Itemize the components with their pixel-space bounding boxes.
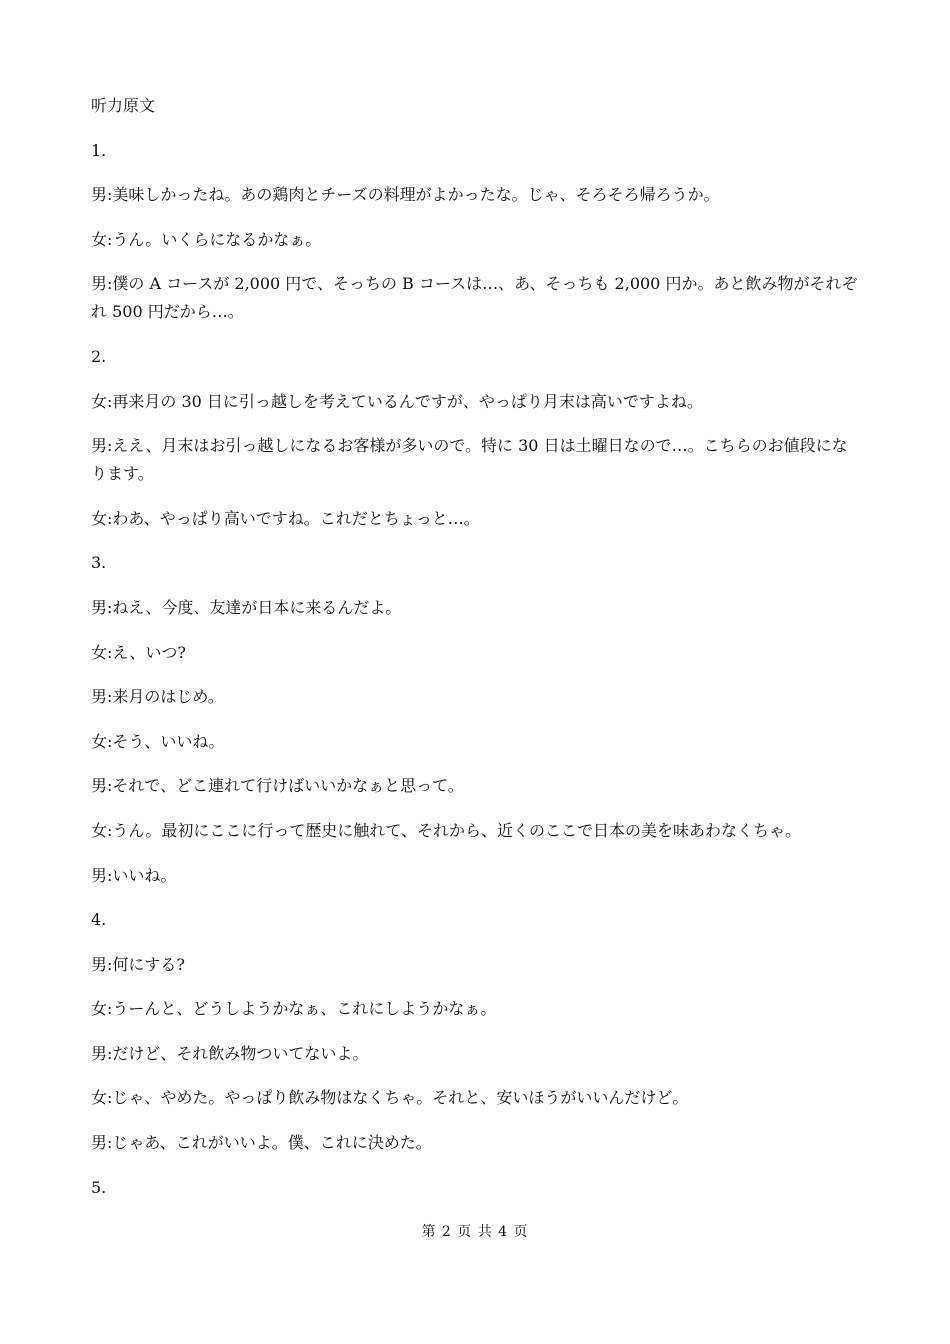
dialogue-line: 男:だけど、それ飲み物ついてないよ。 (91, 1043, 369, 1063)
dialogue-line: 女:そう、いいね。 (91, 731, 225, 751)
dialogue-line: 男:ねえ、今度、友達が日本に来るんだよ。 (91, 597, 402, 617)
dialogue-line: 女:うん。最初にここに行って歴史に触れて、それから、近くのここで日本の美を味あわなくちゃ。 (91, 820, 802, 840)
section-number-4: 4. (91, 910, 107, 930)
dialogue-line: 男:美味しかったね。あの鶏肉とチーズの料理がよかったな。じゃ、そろそろ帰ろうか。 (91, 185, 720, 205)
dialogue-line: 女:再来月の 30 日に引っ越しを考えているんですが、やっぱり月末は高いですよね。 (91, 391, 703, 411)
dialogue-line: 男:何にする? (91, 954, 185, 974)
dialogue-line: 男:じゃあ、これがいいよ。僕、これに決めた。 (91, 1133, 432, 1153)
page-footer: 第 2 页 共 4 页 (421, 1224, 529, 1240)
dialogue-line: 男:いいね。 (91, 865, 177, 885)
dialogue-line: 男:それで、どこ連れて行けばいいかなぁと思って。 (91, 776, 464, 796)
dialogue-line: 男:ええ、月末はお引っ越しになるお客様が多いので。特に 30 日は土曜日なので…。こちらのお値段になります。 (91, 436, 848, 484)
dialogue-line: 男:僕の A コースが 2,000 円で、そっちの B コースは…、あ、そっちも 2,000 円か。あと飲み物がそれぞれ 500 円だから…。 (91, 274, 858, 322)
dialogue-line: 女:え、いつ? (91, 642, 186, 662)
dialogue-line: 男:来月のはじめ。 (91, 687, 224, 707)
dialogue-line: 女:じゃ、やめた。やっぱり飲み物はなくちゃ。それと、安いほうがいいんだけど。 (91, 1088, 689, 1108)
section-number-5: 5. (91, 1177, 107, 1197)
dialogue-line: 女:わあ、やっぱり高いですね。これだとちょっと…。 (91, 508, 480, 528)
dialogue-line: 女:うん。いくらになるかなぁ。 (91, 229, 322, 249)
section-number-2: 2. (91, 346, 107, 366)
section-number-3: 3. (91, 553, 107, 573)
document-title: 听力原文 (91, 96, 156, 115)
document-body (91, 92, 861, 1218)
section-number-1: 1. (91, 140, 107, 160)
dialogue-line: 女:うーんと、どうしようかなぁ、これにしようかなぁ。 (91, 999, 497, 1019)
